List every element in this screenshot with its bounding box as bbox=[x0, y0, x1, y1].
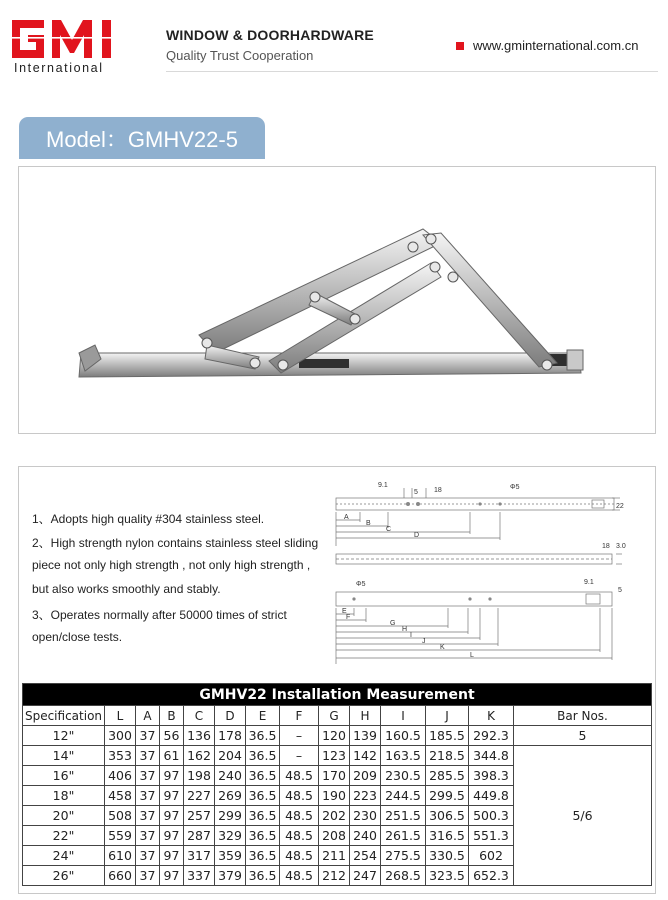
table-cell: 37 bbox=[136, 826, 160, 846]
table-cell: 120 bbox=[319, 726, 350, 746]
friction-stay-hinge-icon bbox=[19, 167, 655, 433]
table-cell: 22" bbox=[23, 826, 105, 846]
table-cell: 163.5 bbox=[381, 746, 426, 766]
table-cell: 37 bbox=[136, 846, 160, 866]
dim-18-side: 18 bbox=[602, 543, 610, 550]
table-cell: 97 bbox=[160, 786, 184, 806]
dim-F: F bbox=[346, 614, 351, 621]
table-cell: 251.5 bbox=[381, 806, 426, 826]
table-cell: 610 bbox=[105, 846, 136, 866]
table-cell: 97 bbox=[160, 846, 184, 866]
table-cell: 230 bbox=[350, 806, 381, 826]
table-cell: 24" bbox=[23, 846, 105, 866]
table-cell: 97 bbox=[160, 766, 184, 786]
dim-phi5-bottom: Φ5 bbox=[356, 581, 366, 588]
table-cell: 123 bbox=[319, 746, 350, 766]
dim-H: H bbox=[402, 626, 408, 633]
dim-3-0: 3.0 bbox=[616, 543, 626, 550]
table-cell: 185.5 bbox=[426, 726, 469, 746]
table-cell: 218.5 bbox=[426, 746, 469, 766]
header-cell: K bbox=[469, 706, 514, 726]
table-cell: 209 bbox=[350, 766, 381, 786]
dim-L: L bbox=[470, 652, 474, 659]
gmi-logo-icon bbox=[12, 20, 124, 58]
table-cell: 36.5 bbox=[246, 866, 280, 886]
table-cell: 240 bbox=[350, 826, 381, 846]
website-link[interactable] bbox=[456, 38, 638, 53]
table-title: GMHV22 Installation Measurement bbox=[23, 684, 652, 706]
dim-22: 22 bbox=[616, 503, 624, 510]
tagline-subtitle: Quality Trust Cooperation bbox=[166, 48, 314, 63]
header-cell: D bbox=[215, 706, 246, 726]
table-cell: – bbox=[280, 726, 319, 746]
header-cell: L bbox=[105, 706, 136, 726]
table-cell: 36.5 bbox=[246, 746, 280, 766]
feature-line-6: open/close tests. bbox=[32, 630, 123, 644]
table-cell: 12" bbox=[23, 726, 105, 746]
dim-9-1-bottom: 9.1 bbox=[584, 579, 594, 586]
table-cell: 26" bbox=[23, 866, 105, 886]
dim-18-top: 18 bbox=[434, 487, 442, 494]
table-cell: 160.5 bbox=[381, 726, 426, 746]
tagline-title: WINDOW & DOORHARDWARE bbox=[166, 27, 374, 43]
header-cell: H bbox=[350, 706, 381, 726]
dim-E: E bbox=[342, 608, 347, 615]
feature-line-2: 2、High strength nylon contains stainless steel sliding bbox=[32, 536, 319, 550]
table-cell: 317 bbox=[184, 846, 215, 866]
table-cell: – bbox=[280, 746, 319, 766]
table-cell: 406 bbox=[105, 766, 136, 786]
table-cell: 227 bbox=[184, 786, 215, 806]
table-cell: 14" bbox=[23, 746, 105, 766]
table-cell: 223 bbox=[350, 786, 381, 806]
table-cell: 247 bbox=[350, 866, 381, 886]
header-cell: Bar Nos. bbox=[514, 706, 652, 726]
table-cell: 48.5 bbox=[280, 826, 319, 846]
model-tab bbox=[19, 117, 265, 159]
table-cell: 198 bbox=[184, 766, 215, 786]
dim-5-top: 5 bbox=[414, 489, 418, 496]
feature-line-4: but also works smoothly and stably. bbox=[32, 582, 221, 596]
table-cell: 37 bbox=[136, 746, 160, 766]
feature-line-5: 3、Operates normally after 50000 times of strict bbox=[32, 608, 287, 622]
table-cell: 36.5 bbox=[246, 766, 280, 786]
table-cell: 48.5 bbox=[280, 806, 319, 826]
table-cell: 190 bbox=[319, 786, 350, 806]
table-cell: 329 bbox=[215, 826, 246, 846]
table-cell: 37 bbox=[136, 726, 160, 746]
table-cell: 551.3 bbox=[469, 826, 514, 846]
table-cell: 652.3 bbox=[469, 866, 514, 886]
table-cell: 56 bbox=[160, 726, 184, 746]
table-cell: 337 bbox=[184, 866, 215, 886]
brand-logo[interactable] bbox=[12, 20, 128, 78]
table-cell: 20" bbox=[23, 806, 105, 826]
table-cell: 275.5 bbox=[381, 846, 426, 866]
table-cell: 212 bbox=[319, 866, 350, 886]
table-cell: 61 bbox=[160, 746, 184, 766]
table-cell: 97 bbox=[160, 826, 184, 846]
header-divider bbox=[166, 71, 658, 72]
table-cell: 287 bbox=[184, 826, 215, 846]
dim-I: I bbox=[410, 632, 412, 639]
table-cell: 37 bbox=[136, 806, 160, 826]
table-cell: 500.3 bbox=[469, 806, 514, 826]
table-cell: 204 bbox=[215, 746, 246, 766]
table-cell: 244.5 bbox=[381, 786, 426, 806]
table-cell: 300 bbox=[105, 726, 136, 746]
table-row bbox=[23, 746, 652, 766]
table-cell: 48.5 bbox=[280, 846, 319, 866]
table-cell: 36.5 bbox=[246, 806, 280, 826]
table-cell: 202 bbox=[319, 806, 350, 826]
table-cell: 323.5 bbox=[426, 866, 469, 886]
table-cell: 261.5 bbox=[381, 826, 426, 846]
table-cell: 97 bbox=[160, 806, 184, 826]
table-cell: 162 bbox=[184, 746, 215, 766]
table-cell: 37 bbox=[136, 766, 160, 786]
dim-A: A bbox=[344, 514, 349, 521]
table-cell: 36.5 bbox=[246, 786, 280, 806]
table-cell: 292.3 bbox=[469, 726, 514, 746]
header-cell: E bbox=[246, 706, 280, 726]
table-cell: 142 bbox=[350, 746, 381, 766]
table-cell: 268.5 bbox=[381, 866, 426, 886]
model-label: Model：GMHV22-5 bbox=[46, 126, 238, 152]
dim-C: C bbox=[386, 526, 392, 533]
table-cell: 37 bbox=[136, 786, 160, 806]
header-cell: I bbox=[381, 706, 426, 726]
feature-line-1: 1、Adopts high quality #304 stainless steel. bbox=[32, 512, 265, 526]
table-cell: 660 bbox=[105, 866, 136, 886]
table-cell: 240 bbox=[215, 766, 246, 786]
table-cell: 178 bbox=[215, 726, 246, 746]
table-cell: 36.5 bbox=[246, 826, 280, 846]
website-text: www.gminternational.com.cn bbox=[473, 38, 639, 53]
dim-9-1-top: 9.1 bbox=[378, 482, 388, 489]
table-cell: 97 bbox=[160, 866, 184, 886]
table-cell: 230.5 bbox=[381, 766, 426, 786]
table-cell: 359 bbox=[215, 846, 246, 866]
table-cell: 139 bbox=[350, 726, 381, 746]
dim-phi5-top: Φ5 bbox=[510, 484, 520, 491]
table-cell: 48.5 bbox=[280, 766, 319, 786]
table-cell: 257 bbox=[184, 806, 215, 826]
table-cell: 36.5 bbox=[246, 846, 280, 866]
table-cell: 316.5 bbox=[426, 826, 469, 846]
table-cell: 344.8 bbox=[469, 746, 514, 766]
table-cell: 208 bbox=[319, 826, 350, 846]
dim-5-bottom: 5 bbox=[618, 587, 622, 594]
header-cell: J bbox=[426, 706, 469, 726]
header-cell: B bbox=[160, 706, 184, 726]
table-cell: 48.5 bbox=[280, 866, 319, 886]
table-cell: 306.5 bbox=[426, 806, 469, 826]
table-cell: 136 bbox=[184, 726, 215, 746]
logo-subtitle: International bbox=[14, 61, 104, 75]
table-cell: 458 bbox=[105, 786, 136, 806]
table-cell: 353 bbox=[105, 746, 136, 766]
table-cell: 48.5 bbox=[280, 786, 319, 806]
table-cell: 398.3 bbox=[469, 766, 514, 786]
table-cell: 170 bbox=[319, 766, 350, 786]
table-cell: 211 bbox=[319, 846, 350, 866]
table-cell: 330.5 bbox=[426, 846, 469, 866]
table-cell: 299.5 bbox=[426, 786, 469, 806]
table-cell: 269 bbox=[215, 786, 246, 806]
dim-K: K bbox=[440, 644, 445, 651]
table-cell: 36.5 bbox=[246, 726, 280, 746]
product-photo-panel bbox=[18, 166, 656, 434]
table-row bbox=[23, 726, 652, 746]
table-cell: 16" bbox=[23, 766, 105, 786]
table-cell: 449.8 bbox=[469, 786, 514, 806]
table-header-row bbox=[23, 706, 652, 726]
table-cell: 285.5 bbox=[426, 766, 469, 786]
dim-J: J bbox=[422, 638, 426, 645]
header-cell: G bbox=[319, 706, 350, 726]
dim-D: D bbox=[414, 532, 420, 539]
table-cell: 602 bbox=[469, 846, 514, 866]
table-cell: 379 bbox=[215, 866, 246, 886]
header-cell: C bbox=[184, 706, 215, 726]
dim-B: B bbox=[366, 520, 371, 527]
header-cell: A bbox=[136, 706, 160, 726]
header-cell: F bbox=[280, 706, 319, 726]
bar-nos-cell: 5 bbox=[514, 726, 652, 746]
table-cell: 37 bbox=[136, 866, 160, 886]
bullet-square-icon bbox=[456, 42, 464, 50]
table-cell: 559 bbox=[105, 826, 136, 846]
feature-line-3: piece not only high strength , not only high strength , bbox=[32, 558, 311, 572]
dim-G: G bbox=[390, 620, 396, 627]
technical-drawing bbox=[330, 478, 630, 668]
bar-nos-cell: 5/6 bbox=[514, 746, 652, 886]
table-cell: 299 bbox=[215, 806, 246, 826]
table-cell: 508 bbox=[105, 806, 136, 826]
header-cell: Specification bbox=[23, 706, 105, 726]
table-cell: 254 bbox=[350, 846, 381, 866]
installation-measurement-table bbox=[22, 683, 652, 886]
table-cell: 18" bbox=[23, 786, 105, 806]
